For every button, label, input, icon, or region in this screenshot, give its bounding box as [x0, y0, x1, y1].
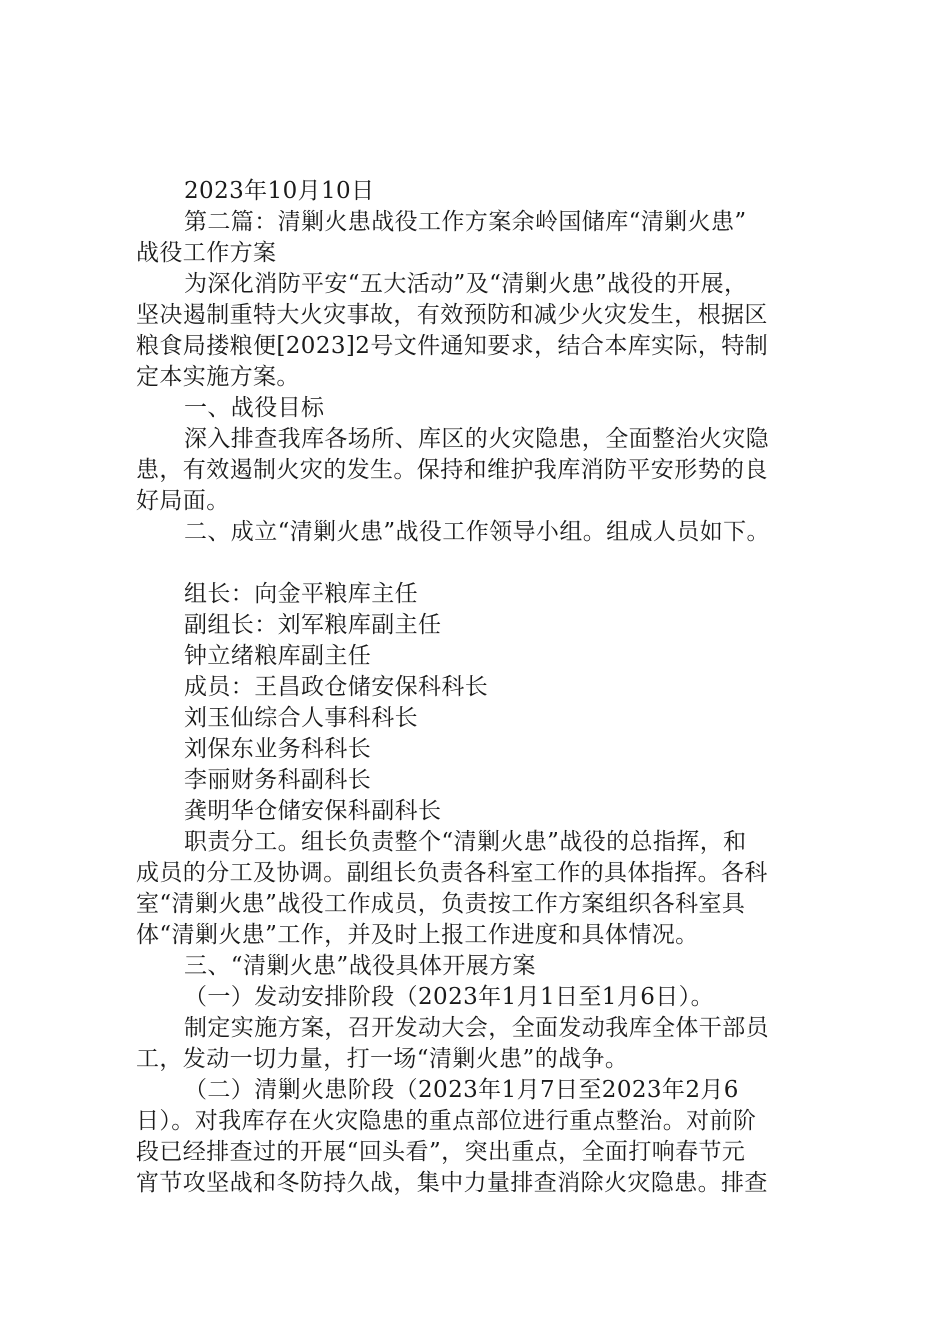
paragraph-line: 坚决遏制重特大火灾事故，有效预防和减少火灾发生，根据区	[136, 302, 768, 328]
document-body	[136, 176, 836, 1199]
paragraph-line: 日）。对我库存在火灾隐患的重点部位进行重点整治。对前阶	[136, 1108, 757, 1134]
section-title-line: 第二篇：清剿火患战役工作方案余岭国储库“清剿火患”	[184, 209, 747, 235]
member-line: 钟立绪粮库副主任	[184, 643, 372, 669]
member-line: 副组长：刘军粮库副主任	[184, 612, 442, 638]
paragraph-line: 职责分工。组长负责整个“清剿火患”战役的总指挥，和	[184, 829, 747, 855]
member-line: 刘玉仙综合人事科科长	[184, 705, 418, 731]
heading-line: 一、战役目标	[184, 395, 325, 421]
member-line: 龚明华仓储安保科副科长	[184, 798, 442, 824]
paragraph-line: 制定实施方案，召开发动大会，全面发动我库全体干部员	[184, 1015, 769, 1041]
paragraph-line: 成员的分工及协调。副组长负责各科室工作的具体指挥。各科	[136, 860, 768, 886]
paragraph-line: 深入排查我库各场所、库区的火灾隐患，全面整治火灾隐	[184, 426, 769, 452]
paragraph-line: 室“清剿火患”战役工作成员，负责按工作方案组织各科室具	[136, 891, 746, 917]
blank-line	[136, 548, 836, 579]
paragraph-line: 工，发动一切力量，打一场“清剿火患”的战争。	[136, 1046, 629, 1072]
subheading-line: （二）清剿火患阶段（2023年1月7日至2023年2月6	[184, 1077, 739, 1103]
paragraph-line: 为深化消防平安“五大活动”及“清剿火患”战役的开展，	[184, 271, 748, 297]
paragraph-line: 粮食局搂粮便[2023]2号文件通知要求，结合本库实际，特制	[136, 333, 769, 359]
member-line: 成员：王昌政仓储安保科科长	[184, 674, 489, 700]
paragraph-line: 宵节攻坚战和冬防持久战，集中力量排查消除火灾隐患。排查	[136, 1170, 768, 1196]
paragraph-line: 定本实施方案。	[136, 364, 300, 390]
member-line: 组长：向金平粮库主任	[184, 581, 418, 607]
subheading-line: （一）发动安排阶段（2023年1月1日至1月6日）。	[184, 984, 714, 1010]
heading-line: 三、“清剿火患”战役具体开展方案	[184, 953, 536, 979]
section-title-continued: 战役工作方案	[136, 240, 277, 266]
paragraph-line: 段已经排查过的开展“回头看”，突出重点，全面打响春节元	[136, 1139, 746, 1165]
paragraph-line: 体“清剿火患”工作，并及时上报工作进度和具体情况。	[136, 922, 699, 948]
paragraph-line: 好局面。	[136, 488, 230, 514]
date-line: 2023年10月10日	[184, 178, 375, 204]
paragraph-line: 患，有效遏制火灾的发生。保持和维护我库消防平安形势的良	[136, 457, 768, 483]
heading-line: 二、成立“清剿火患”战役工作领导小组。组成人员如下。	[184, 519, 770, 545]
member-line: 李丽财务科副科长	[184, 767, 372, 793]
member-line: 刘保东业务科科长	[184, 736, 372, 762]
